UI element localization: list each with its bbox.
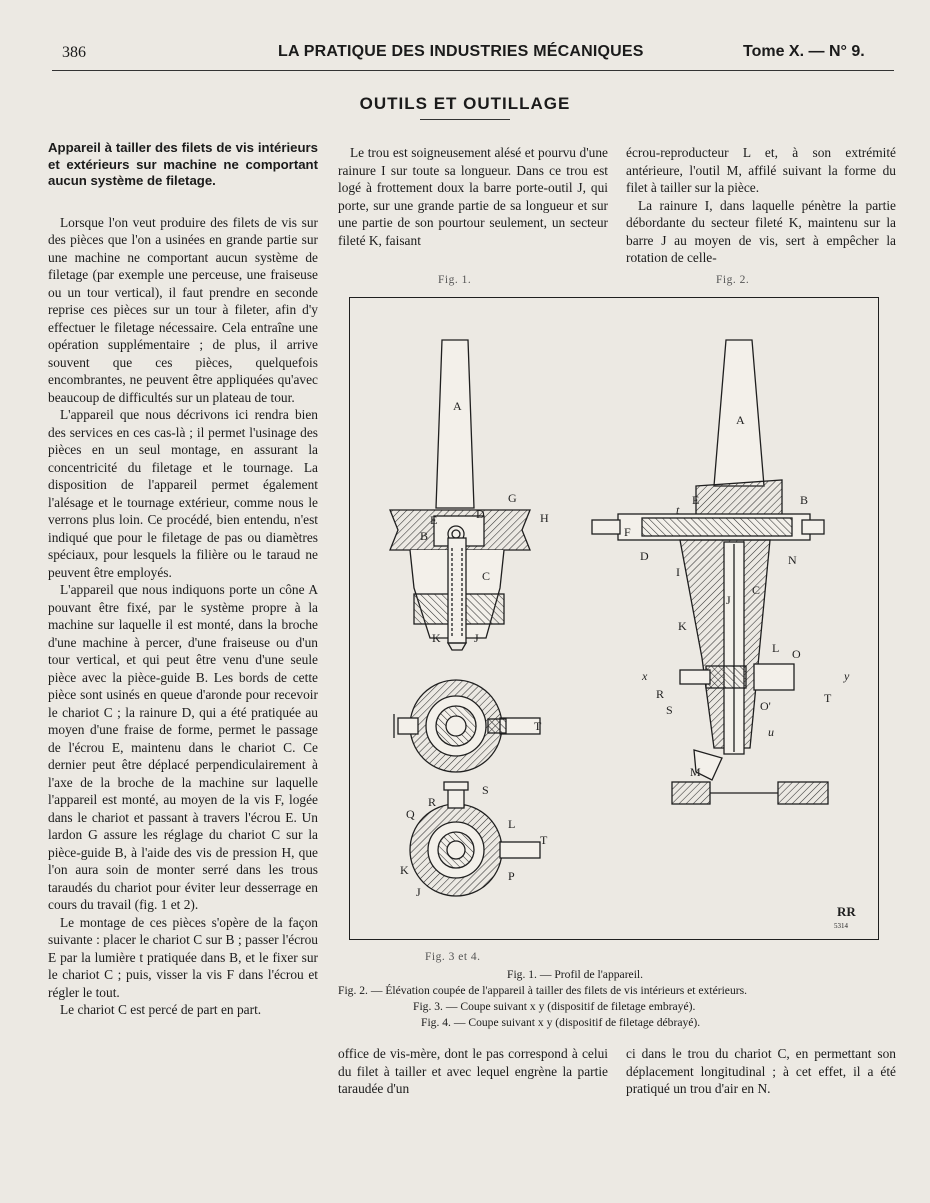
label-I: I bbox=[676, 565, 680, 579]
label-B: B bbox=[420, 529, 429, 543]
page-number: 386 bbox=[62, 44, 86, 61]
engraver-mark: RR bbox=[837, 904, 856, 919]
issue-number: Tome X. — N° 9. bbox=[743, 43, 865, 60]
label-F: F bbox=[624, 525, 631, 539]
engraver-code: 5314 bbox=[834, 922, 848, 930]
label-K-fig2: K bbox=[678, 619, 687, 633]
caption-fig1: Fig. 1. — Profil de l'appareil. bbox=[507, 968, 644, 981]
fig2-elevation-drawing bbox=[592, 340, 828, 804]
fig2-label: Fig. 2. bbox=[716, 274, 750, 286]
paragraph: L'appareil que nous décrivons ici rendra bien des services en ces cas-là ; il permet l'usinage des pièces en un seul montage, en assurant la concentricité du filetage et le tournage. La disposition de l'appareil permet également l'alésage et le tournage extérieur, comme nous le verrons plus loin. Ce procédé, bien entendu, n'est indiqué que pour le filetage de pas ou diamètres spéciaux, pour lesquels la filière ou le taraud ne peuvent être employés. bbox=[48, 407, 318, 580]
article-column-1 bbox=[48, 140, 318, 1019]
label-O2: O' bbox=[760, 699, 771, 713]
label-G: G bbox=[508, 491, 517, 505]
section-title: OUTILS ET OUTILLAGE bbox=[359, 94, 571, 113]
technical-figure bbox=[349, 297, 879, 940]
caption-fig3: Fig. 3. — Coupe suivant x y (dispositif de filetage embrayé). bbox=[413, 1000, 696, 1013]
label-H: H bbox=[540, 511, 549, 525]
paragraph: ci dans le trou du chariot C, en permettant son déplacement longitudinal ; à cet effet, il a été pratiqué un trou d'air en N. bbox=[626, 1046, 896, 1096]
label-C-fig2: C bbox=[752, 583, 761, 597]
label-K-fig4: K bbox=[400, 863, 409, 877]
label-J-fig2: J bbox=[726, 593, 731, 607]
label-S-fig2: S bbox=[666, 703, 673, 717]
label-L: L bbox=[508, 817, 516, 831]
section-rule bbox=[420, 119, 510, 120]
label-L-fig2: L bbox=[772, 641, 780, 655]
label-E: E bbox=[430, 513, 438, 527]
paragraph: Le chariot C est percé de part en part. bbox=[60, 1002, 262, 1018]
figure-drawing bbox=[350, 298, 880, 941]
label-J: J bbox=[474, 631, 479, 645]
journal-title: LA PRATIQUE DES INDUSTRIES MÉCANIQUES bbox=[278, 43, 644, 60]
paragraph: Le montage de ces pièces s'opère de la façon suivante : placer le chariot C sur B ; passer l'écrou E par la lumière t pratiquée dans B, et le fixer sur le chariot C ; puis, visser la vis F dans l'écrou et régler le tout. bbox=[48, 914, 318, 1000]
label-E-fig2: E bbox=[692, 493, 700, 507]
article-column-2-continued bbox=[338, 1045, 608, 1098]
label-K: K bbox=[432, 631, 441, 645]
caption-fig4: Fig. 4. — Coupe suivant x y (dispositif de filetage débrayé). bbox=[421, 1016, 701, 1029]
header-rule bbox=[52, 70, 894, 71]
label-O: O bbox=[792, 647, 801, 661]
label-u: u bbox=[768, 725, 774, 739]
label-R-fig2: R bbox=[656, 687, 665, 701]
label-N: N bbox=[788, 553, 797, 567]
label-T: T bbox=[534, 719, 542, 733]
fig34-label: Fig. 3 et 4. bbox=[425, 951, 481, 963]
article-heading: Appareil à tailler des filets de vis intérieurs et extérieurs sur machine ne comportant aucun système de filetage. bbox=[48, 140, 318, 189]
label-R: R bbox=[428, 795, 437, 809]
label-A: A bbox=[453, 399, 462, 413]
paragraph: office de vis-mère, dont le pas correspond à celui du filet à tailler et avec lequel engrène la partie taraudée d'un bbox=[338, 1046, 608, 1096]
label-M: M bbox=[690, 765, 701, 779]
label-S: S bbox=[482, 783, 489, 797]
label-D-fig2: D bbox=[640, 549, 649, 563]
article-column-2 bbox=[338, 144, 608, 249]
label-T-fig4: T bbox=[540, 833, 548, 847]
label-x: x bbox=[642, 669, 648, 683]
paragraph: Lorsque l'on veut produire des filets de vis sur des pièces que l'on a usinées en grande partie sur une machine ne comportant aucun système de filetage (par exemple une perceuse, une fraiseuse ou un tour vertical), il faut prendre en seconde reprise ces pièces sur un tour à fileter, afin d'y effectuer le filetage nécessaire. Cela entraîne une opération supplémentaire ; de plus, il arrive souvent que ces pièces, quelquefois encombrantes, ne peuvent être appliquées qu'avec beaucoup de difficultés sur un plateau de tour. bbox=[48, 214, 318, 405]
label-A-fig2: A bbox=[736, 413, 745, 427]
article-column-3 bbox=[626, 144, 896, 267]
label-J-fig4: J bbox=[416, 885, 421, 899]
label-Q: Q bbox=[406, 807, 415, 821]
label-T-fig2: T bbox=[824, 691, 832, 705]
paragraph: écrou-reproducteur L et, à son extrémité antérieure, l'outil M, affilé suivant la forme du filet à tailler sur la pièce. bbox=[626, 145, 896, 195]
fig3-section-drawing bbox=[394, 680, 540, 772]
article-column-3-continued bbox=[626, 1045, 896, 1098]
caption-fig2: Fig. 2. — Élévation coupée de l'appareil à tailler des filets de vis intérieurs et extérieurs. bbox=[338, 984, 748, 997]
paragraph: L'appareil que nous indiquons porte un cône A pouvant être fixé, par le système propre à la machine sur laquelle il est monté, dans la broche d'une machine à percer, d'une fraiseuse ou d'un tour vertical, et qui peut être venu d'une seule pièce avec la pièce-guide B. Les bords de cette pièce sont usinés en queue d'aronde pour recevoir le chariot C ; la rainure D, qui a été pratiquée au moyen d'une fraise de forme, permet le passage de l'écrou E, maintenu dans le chariot C. Ce dernier peut être déplacé perpendiculairement à l'axe de la broche de la machine sur laquelle l'appareil est monté, au moyen de la vis F, logée dans le chariot et passant à travers l'écrou E. Un lardon G assure les réglage du chariot C sur la pièce-guide B, à l'aide des vis de pression H, que l'on aura soin de monter serré dans les trous taraudés du chariot pour éviter leur desserrage en cours du travail (fig. 1 et 2). bbox=[48, 582, 318, 913]
label-t: t bbox=[676, 503, 680, 517]
label-P: P bbox=[508, 869, 515, 883]
label-D: D bbox=[476, 507, 485, 521]
paragraph: Le trou est soigneusement alésé et pourvu d'une rainure I sur toute sa longueur. Dans ce trou est logé à frottement doux la barre porte-outil J, qui porte, sur une grande partie de sa longueur et sur une partie de son pourtour seulement, un secteur fileté K, faisant bbox=[338, 145, 608, 248]
paragraph: La rainure I, dans laquelle pénètre la partie débordante du secteur fileté K, maintenu sur la barre J au moyen de vis, sert à empêcher la rotation de celle- bbox=[626, 197, 896, 265]
label-y: y bbox=[844, 669, 850, 683]
fig1-label: Fig. 1. bbox=[438, 274, 472, 286]
label-B-fig2: B bbox=[800, 493, 809, 507]
label-C: C bbox=[482, 569, 491, 583]
